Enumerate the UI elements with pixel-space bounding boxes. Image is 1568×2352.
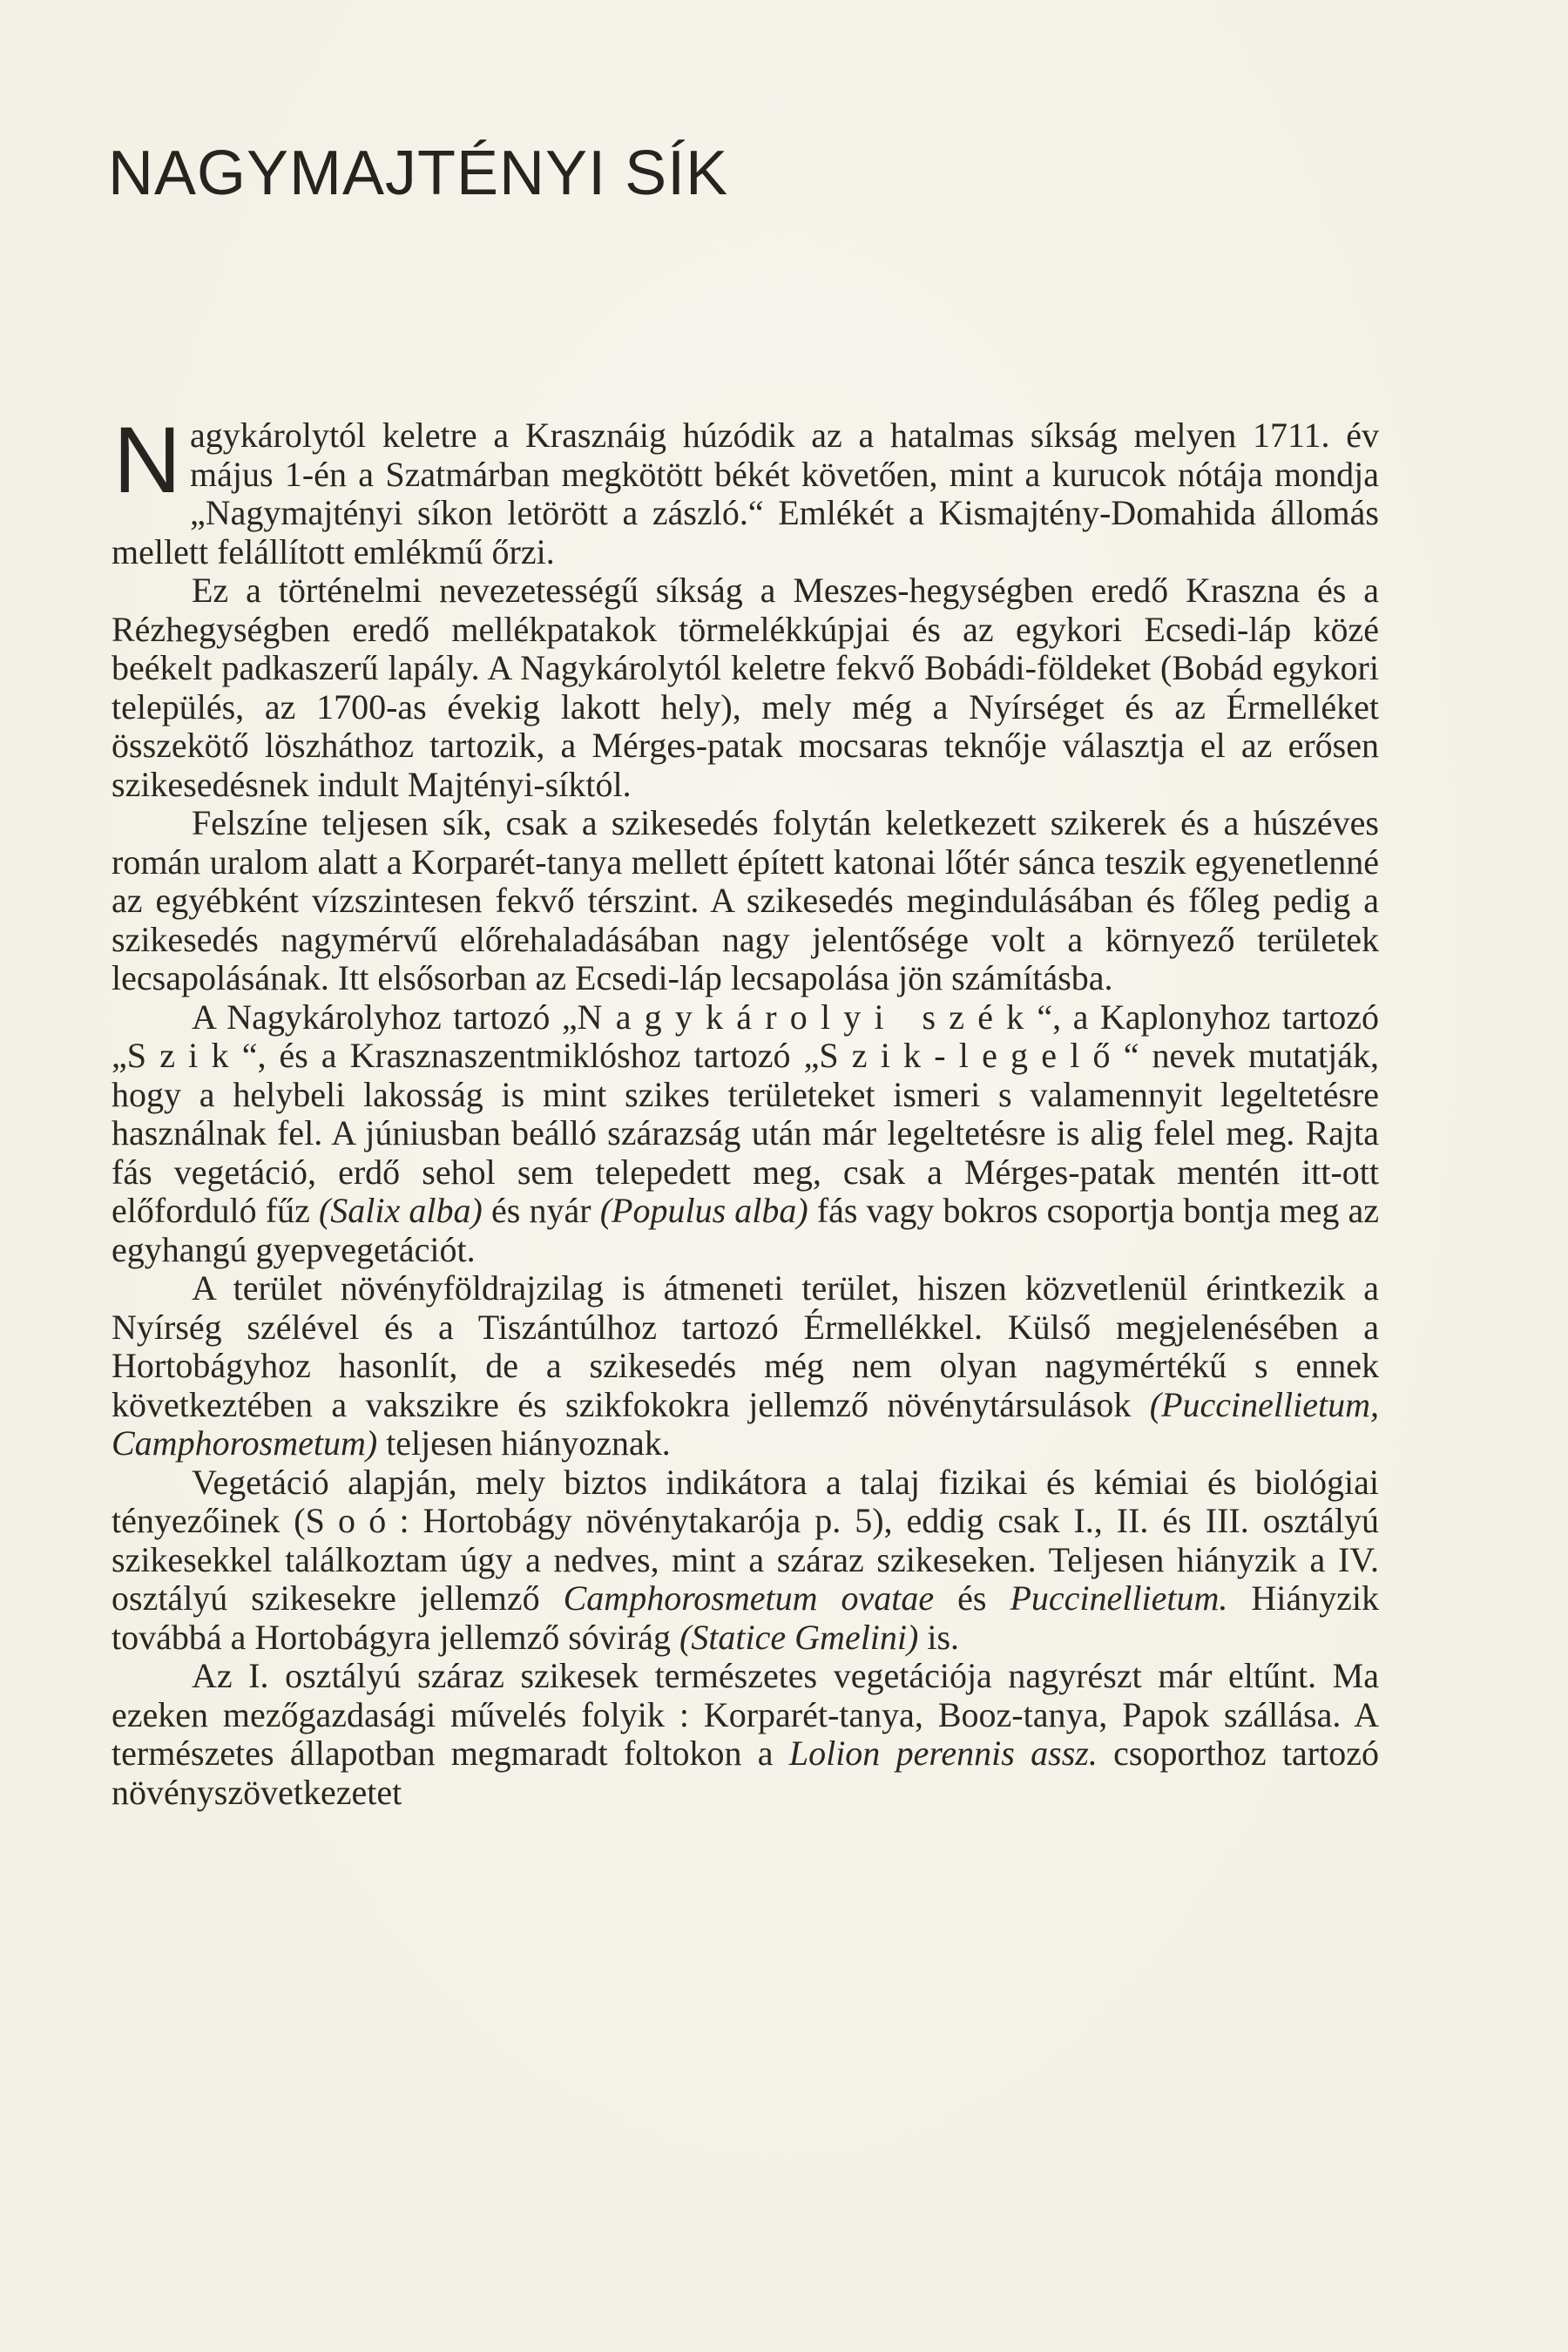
text-run: csoporthoz tartozó növényszövetkezetet <box>112 1734 1379 1812</box>
drop-cap: N <box>113 407 181 512</box>
text-run: A Nagykárolyhoz tartozó „ <box>192 997 578 1037</box>
paragraph-text: Felszíne teljesen sík, csak a szikesedés folytán keletkezett szikerek és a húszéves román uralom alatt a Korparét-tanya mellett épített katonai lőtér sánca teszik egyenetlenné az egyébként vízszintesen fekvő térszint. A szikesedés megindulásában és főleg pedig a szikesedés nagymérvű előrehaladásában nagy jelentősége volt a környező területek lecsapolásának. Itt elsősorban az Ecsedi-láp lecsapolása jön számításba. <box>112 803 1379 997</box>
text-run: és <box>934 1578 1010 1618</box>
text-run: is. <box>918 1617 960 1657</box>
text-run: fás vagy bokros csoportja bontja meg az egyhangú gyepvegetációt. <box>112 1191 1379 1269</box>
paragraph-6 <box>112 1463 1379 1658</box>
species-name: (Statice Gmelini) <box>679 1617 919 1657</box>
paragraph-1 <box>112 407 1379 571</box>
text-run: Vegetáció alapján, mely biztos indikátora a talaj fizikai és kémiai és biológiai tényezőinek ( <box>112 1462 1379 1540</box>
spaced-place-name: Szik <box>126 1036 242 1075</box>
text-run: “, a Kaplonyhoz tartozó „ <box>112 997 1379 1075</box>
author-name: Soó <box>305 1501 400 1540</box>
association-name: Puccinellietum. <box>1010 1578 1228 1618</box>
text-run: “ nevek mutatják, hogy a helybeli lakosság is mint szikes területeket ismeri s valamennyit legeltetésre használnak fel. A júniusban beálló szárazság után már legeltetésre is alig felel meg. Rajta fás vegetáció, erdő sehol sem telepedett meg, csak a Mérges-patak mentén itt-ott előforduló fűz <box>112 1036 1379 1230</box>
article-body <box>112 407 1380 1812</box>
paragraph-4 <box>112 998 1379 1270</box>
species-name: (Salix alba) <box>318 1191 483 1230</box>
paragraph-2 <box>112 571 1379 804</box>
page-title: NAGYMAJTÉNYI SÍK <box>108 139 729 209</box>
text-run: : Hortobágy növénytakarója p. 5), eddig csak I., II. és III. osztályú szikesekkel találkoztam úgy a nedves, mint a száraz szikeseken. Teljesen hiányzik a IV. osztályú szikesekre jellemző <box>112 1501 1380 1618</box>
association-name: Camphorosmetum ovatae <box>563 1578 935 1618</box>
paragraph-7 <box>112 1657 1379 1812</box>
spaced-place-name: Szik-legelő <box>819 1036 1124 1075</box>
spaced-place-name: Nagykárolyi szék <box>577 997 1037 1037</box>
paragraph-text: Ez a történelmi nevezetességű síkság a Meszes-hegységben eredő Kraszna és a Rézhegységben eredő mellékpatakok törmelékkúpjai és az egykori Ecsedi-láp közé beékelt padkaszerű lapály. A Nagykárolytól keletre fekvő Bobádi-földeket (Bobád egykori település, az 1700-as évekig lakott hely), mely még a Nyírséget és az Érmelléket összekötő löszháthoz tartozik, a Mérges-patak mocsaras teknője választja el az erősen szikesedésnek indult Majtényi-síktól. <box>112 571 1379 804</box>
paragraph-5 <box>112 1269 1379 1463</box>
species-name: (Populus alba) <box>599 1191 808 1230</box>
association-name: Lolion perennis assz. <box>788 1734 1098 1773</box>
text-run: Hiányzik továbbá a Hortobágyra jellemző sóvirág <box>112 1578 1379 1657</box>
association-name: (Puccinellietum, Camphorosmetum) <box>112 1384 1379 1463</box>
text-run: teljesen hiányoznak. <box>377 1423 671 1463</box>
text-run: “, és a Krasznaszentmiklóshoz tartozó „ <box>241 1036 820 1075</box>
paragraph-3 <box>112 804 1379 998</box>
text-run: A terület növényföldrajzilag is átmeneti terület, hiszen közvetlenül érintkezik a Nyírség szélével és a Tiszántúlhoz tartozó Érmellékkel. Külső megjelenésében a Hortobágyhoz hasonlít, de a szikesedés még nem olyan nagymértékű s ennek következtében a vakszikre és szikfokokra jellemző növénytársulások <box>112 1268 1379 1424</box>
text-run: és nyár <box>482 1191 600 1230</box>
text-run: Az I. osztályú száraz szikesek természetes vegetációja nagyrészt már eltűnt. Ma ezeken mezőgazdasági művelés folyik : Korparét-tanya, Booz-tanya, Papok szállása. A természetes állapotban megmaradt foltokon a <box>112 1656 1379 1773</box>
paragraph-text: agykárolytól keletre a Krasznáig húzódik az a hatalmas síkság melyen 1711. év május 1-én a Szatmárban megkötött békét követően, mint a kurucok nótája mondja „Nagymajtényi síkon letörött a zászló.“ Emlékét a Kismajtény-Domahida állomás mellett felállított emlékmű őrzi. <box>112 416 1379 571</box>
